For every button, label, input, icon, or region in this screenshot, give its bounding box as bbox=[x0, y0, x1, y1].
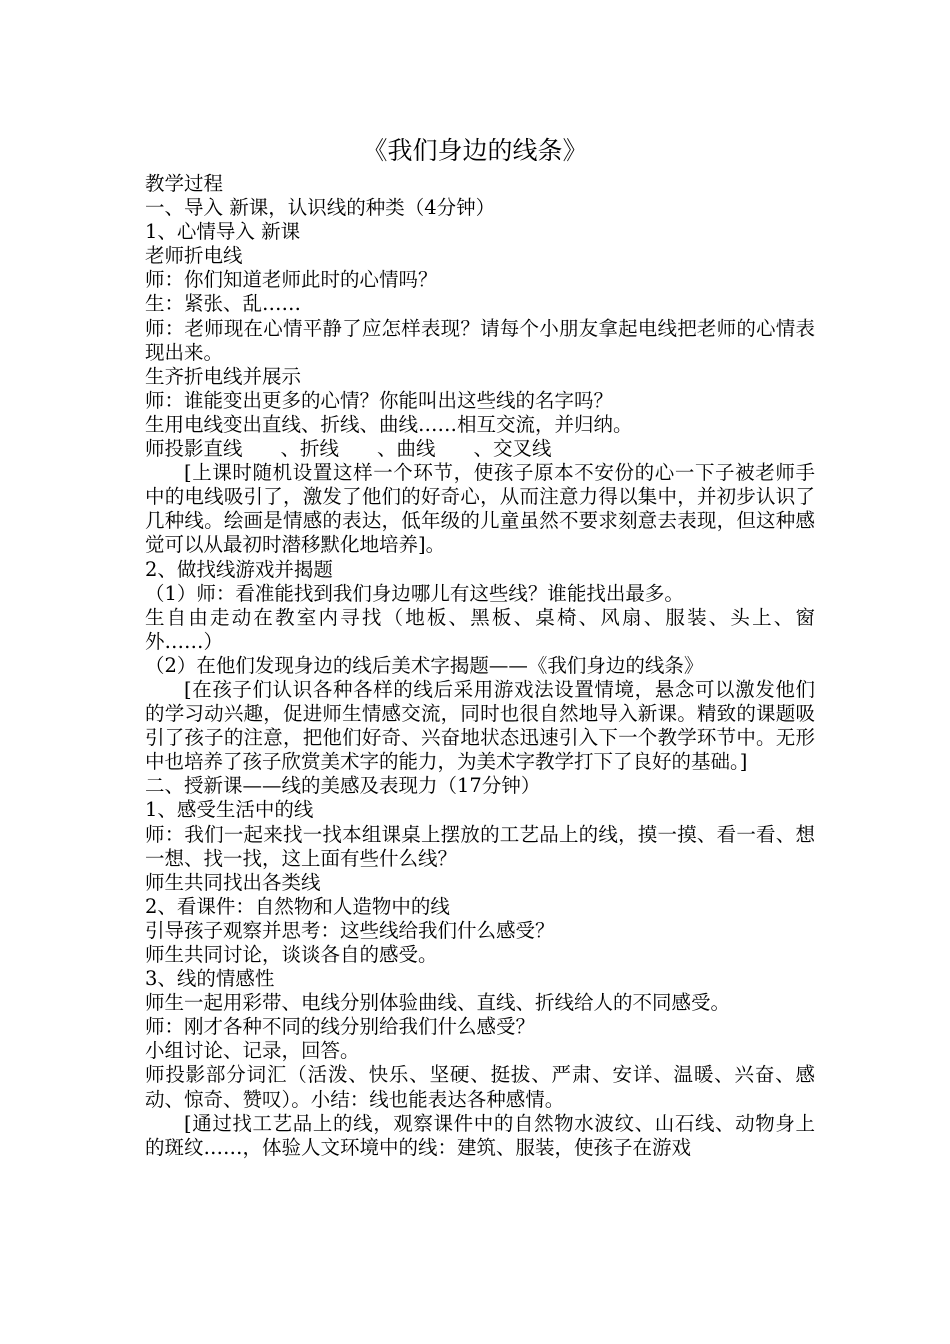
commentary-paragraph: [在孩子们认识各种各样的线后采用游戏法设置情境，悬念可以激发他们的学习动兴趣，促进师生情感交流，同时也很自然地导入新课。精致的课题吸引了孩子的注意，把他们好奇、兴奋地状态迅速引入下一个教学环节中。无形中也培养了孩子欣赏美术字的能力，为美术字教学打下了良好的基础。] bbox=[145, 677, 815, 774]
text-paragraph: 师投影部分词汇（活泼、快乐、坚硬、挺拔、严肃、安详、温暖、兴奋、感动、惊奇、赞叹）。小结：线也能表达各种感情。 bbox=[145, 1063, 815, 1111]
subheading-2-2: 2、看课件：自然物和人造物中的线 bbox=[145, 894, 450, 918]
text-line: 生齐折电线并展示 bbox=[145, 364, 302, 388]
dialogue-paragraph: 师：老师现在心情平静了应怎样表现？请每个小朋友拿起电线把老师的心情表现出来。 bbox=[145, 316, 815, 364]
projection-curve: 、曲线 bbox=[377, 437, 436, 461]
dialogue-line: 师：刚才各种不同的线分别给我们什么感受？ bbox=[145, 1015, 536, 1039]
projection-fold: 、折线 bbox=[280, 437, 340, 461]
dialogue-line: 师：你们知道老师此时的心情吗？ bbox=[145, 268, 438, 292]
text-line: （2）在他们发现身边的线后美术字揭题——《我们身边的线条》 bbox=[145, 653, 704, 677]
projection-straight: 师投影直线 bbox=[145, 437, 243, 461]
subheading-1-2: 2、做找线游戏并揭题 bbox=[145, 557, 333, 581]
text-line: （1）师：看准能找到我们身边哪儿有这些线？谁能找出最多。 bbox=[145, 581, 684, 605]
text-line: 师生共同找出各类线 bbox=[145, 870, 321, 894]
text-line: 老师折电线 bbox=[145, 244, 243, 268]
commentary-paragraph: [通过找工艺品上的线，观察课件中的自然物水波纹、山石线、动物身上的斑纹……，体验人文环境中的线：建筑、服装，使孩子在游戏 bbox=[145, 1111, 815, 1159]
dialogue-line: 师：谁能变出更多的心情？你能叫出这些线的名字吗？ bbox=[145, 388, 614, 412]
text-line: 师生一起用彩带、电线分别体验曲线、直线、折线给人的不同感受。 bbox=[145, 991, 731, 1015]
section-heading-teaching-process: 教学过程 bbox=[145, 172, 224, 195]
subheading-2-1: 1、感受生活中的线 bbox=[145, 798, 314, 822]
text-line: 生用电线变出直线、折线、曲线……相互交流，并归纳。 bbox=[145, 412, 633, 436]
section-heading-2: 二、授新课——线的美感及表现力（17分钟） bbox=[145, 774, 541, 798]
subheading-1-1: 1、心情导入 新课 bbox=[145, 220, 301, 244]
subheading-2-3: 3、线的情感性 bbox=[145, 967, 275, 991]
text-paragraph: 生自由走动在教室内寻找（地板、黑板、桌椅、风扇、服装、头上、窗外……） bbox=[145, 605, 815, 653]
section-heading-1: 一、导入 新课，认识线的种类（4分钟） bbox=[145, 196, 496, 220]
projection-cross: 、交叉线 bbox=[473, 437, 552, 461]
text-line: 小组讨论、记录，回答。 bbox=[145, 1039, 360, 1063]
commentary-paragraph: [上课时随机设置这样一个环节，使孩子原本不安份的心一下子被老师手中的电线吸引了，激发了他们的好奇心，从而注意力得以集中，并初步认识了几种线。绘画是情感的表达，低年级的儿童虽然不要求刻意去表现，但这种感觉可以从最初时潜移默化地培养]。 bbox=[145, 461, 815, 557]
document-body bbox=[145, 172, 815, 1160]
dialogue-paragraph: 师：我们一起来找一找本组课桌上摆放的工艺品上的线，摸一摸、看一看、想一想、找一找，这上面有些什么线？ bbox=[145, 822, 815, 870]
text-line: 师生共同讨论，谈谈各自的感受。 bbox=[145, 943, 438, 966]
dialogue-line: 生：紧张、乱…… bbox=[145, 292, 302, 316]
document-title: 《我们身边的线条》 bbox=[362, 136, 588, 165]
text-line: 引导孩子观察并思考：这些线给我们什么感受？ bbox=[145, 918, 555, 942]
projection-line bbox=[145, 437, 815, 461]
